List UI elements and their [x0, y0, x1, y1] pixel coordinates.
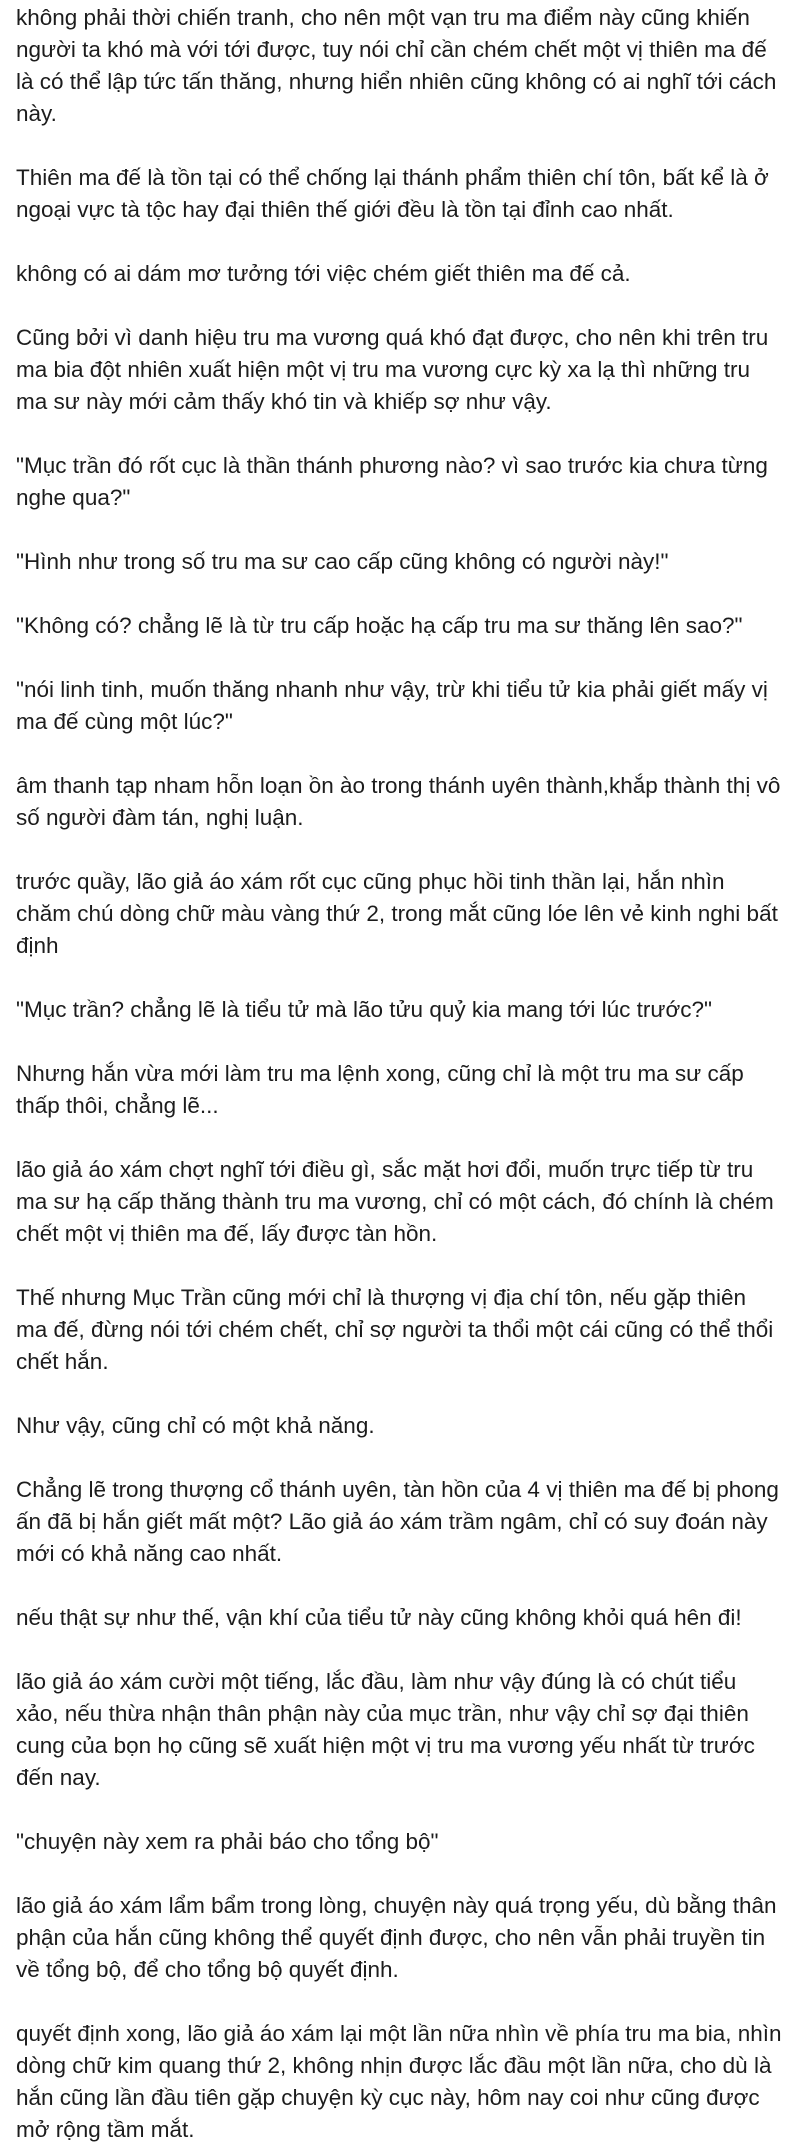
paragraph: "nói linh tinh, muốn thăng nhanh như vậy, trừ khi tiểu tử kia phải giết mấy vị ma đế cùng một lúc?": [16, 677, 768, 734]
paragraph: Như vậy, cũng chỉ có một khả năng.: [16, 1413, 375, 1438]
paragraph: lão giả áo xám cười một tiếng, lắc đầu, làm như vậy đúng là có chút tiểu xảo, nếu thừa nhận thân phận này của mục trần, như vậy chỉ sợ đại thiên cung của bọn họ cũng sẽ xuất hiện một vị tru ma vương yếu nhất từ trước đến nay.: [16, 1669, 755, 1790]
paragraph: lão giả áo xám lẩm bẩm trong lòng, chuyện này quá trọng yếu, dù bằng thân phận của hắn cũng không thể quyết định được, cho nên vẫn phải truyền tin về tổng bộ, để cho tổng bộ quyết định.: [16, 1893, 777, 1982]
paragraph: không có ai dám mơ tưởng tới việc chém giết thiên ma đế cả.: [16, 261, 631, 286]
paragraph: Thiên ma đế là tồn tại có thể chống lại thánh phẩm thiên chí tôn, bất kể là ở ngoại vực tà tộc hay đại thiên thế giới đều là tồn tại đỉnh cao nhất.: [16, 165, 769, 222]
paragraph: Nhưng hắn vừa mới làm tru ma lệnh xong, cũng chỉ là một tru ma sư cấp thấp thôi, chẳng lẽ...: [16, 1061, 744, 1118]
paragraph: Thế nhưng Mục Trần cũng mới chỉ là thượng vị địa chí tôn, nếu gặp thiên ma đế, đừng nói tới chém chết, chỉ sợ người ta thổi một cái cũng có thể thổi chết hắn.: [16, 1285, 774, 1374]
paragraph: Chẳng lẽ trong thượng cổ thánh uyên, tàn hồn của 4 vị thiên ma đế bị phong ấn đã bị hắn giết mất một? Lão giả áo xám trầm ngâm, chỉ có suy đoán này mới có khả năng cao nhất.: [16, 1477, 779, 1566]
paragraph: trước quầy, lão giả áo xám rốt cục cũng phục hồi tinh thần lại, hắn nhìn chăm chú dòng chữ màu vàng thứ 2, trong mắt cũng lóe lên vẻ kinh nghi bất định: [16, 869, 778, 958]
paragraph: "Không có? chẳng lẽ là từ tru cấp hoặc hạ cấp tru ma sư thăng lên sao?": [16, 613, 743, 638]
paragraph: nếu thật sự như thế, vận khí của tiểu tử này cũng không khỏi quá hên đi!: [16, 1605, 742, 1630]
paragraph: âm thanh tạp nham hỗn loạn ồn ào trong thánh uyên thành,khắp thành thị vô số người đàm tán, nghị luận.: [16, 773, 781, 830]
paragraph: "chuyện này xem ra phải báo cho tổng bộ": [16, 1829, 439, 1854]
paragraph: Cũng bởi vì danh hiệu tru ma vương quá khó đạt được, cho nên khi trên tru ma bia đột nhiên xuất hiện một vị tru ma vương cực kỳ xa lạ thì những tru ma sư này mới cảm thấy khó tin và khiếp sợ như vậy.: [16, 325, 769, 414]
paragraph: quyết định xong, lão giả áo xám lại một lần nữa nhìn về phía tru ma bia, nhìn dòng chữ kim quang thứ 2, không nhịn được lắc đầu một lần nữa, cho dù là hắn cũng lần đầu tiên gặp chuyện kỳ cục này, hôm nay coi như cũng được mở rộng tầm mắt.: [16, 2021, 782, 2142]
paragraph: lão giả áo xám chợt nghĩ tới điều gì, sắc mặt hơi đổi, muốn trực tiếp từ tru ma sư hạ cấp thăng thành tru ma vương, chỉ có một cách, đó chính là chém chết một vị thiên ma đế, lấy được tàn hồn.: [16, 1157, 774, 1246]
paragraph: "Hình như trong số tru ma sư cao cấp cũng không có người này!": [16, 549, 669, 574]
paragraph: không phải thời chiến tranh, cho nên một vạn tru ma điểm này cũng khiến người ta khó mà với tới được, tuy nói chỉ cần chém chết một vị thiên ma đế là có thể lập tức tấn thăng, nhưng hiển nhiên cũng không có ai nghĩ tới cách này.: [16, 5, 777, 126]
paragraph: "Mục trần? chẳng lẽ là tiểu tử mà lão tửu quỷ kia mang tới lúc trước?": [16, 997, 712, 1022]
paragraph: "Mục trần đó rốt cục là thần thánh phương nào? vì sao trước kia chưa từng nghe qua?": [16, 453, 768, 510]
